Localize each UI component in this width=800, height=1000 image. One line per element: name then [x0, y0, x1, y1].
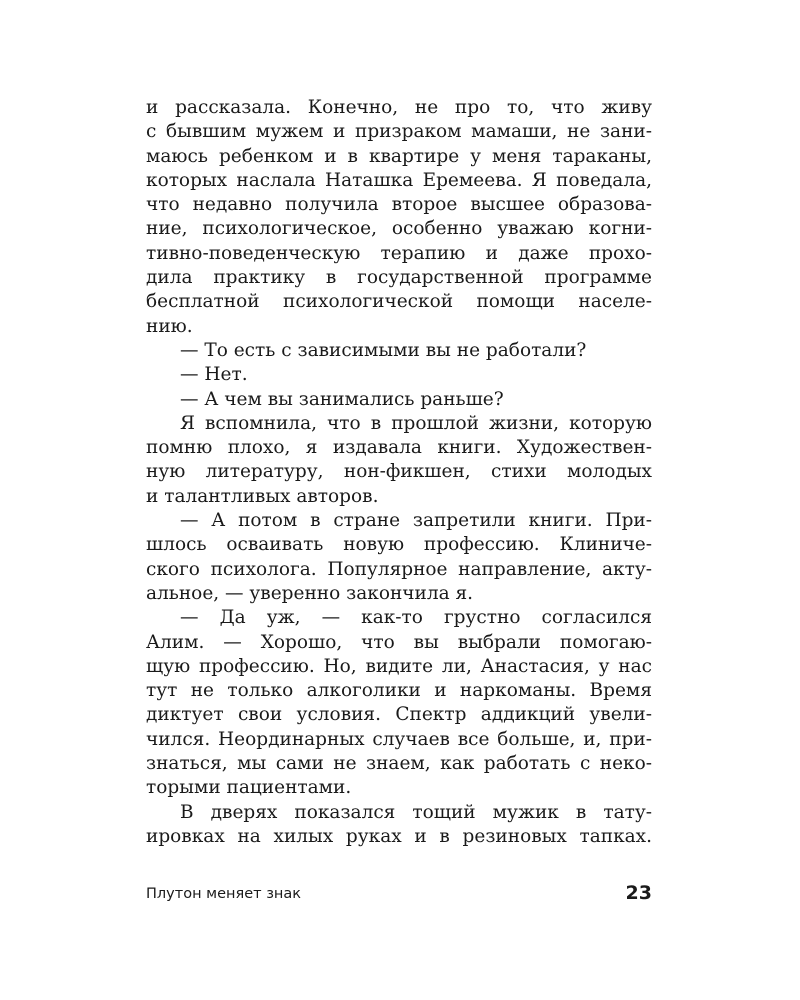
text-line: ировках на хилых руках и в резиновых тапках. — [146, 825, 652, 847]
text-line: тут не только алкоголики и наркоманы. Время — [146, 680, 652, 702]
page-footer — [146, 882, 652, 908]
text-line: чился. Неординарных случаев все больше, и, при- — [146, 728, 652, 750]
text-line: нию. — [146, 315, 193, 337]
text-line: бесплатной психологической помощи населе- — [146, 291, 652, 313]
text-line: ского психолога. Популярное направление, акту- — [146, 558, 652, 580]
dialogue-line: — Нет. — [180, 364, 248, 386]
text-line: с бывшим мужем и призраком мамаши, не зани- — [146, 121, 652, 143]
paragraph-first-line: В дверях показался тощий мужик в тату- — [180, 801, 652, 823]
dialogue-line: — А чем вы занимались раньше? — [180, 388, 504, 410]
text-line: диктует свои условия. Спектр аддикций увели- — [146, 704, 652, 726]
text-line: что недавно получила второе высшее образова- — [146, 194, 652, 216]
body-text — [146, 96, 652, 849]
dialogue-line: — А потом в стране запретили книги. При- — [180, 510, 652, 532]
dialogue-line: — То есть с зависимыми вы не работали? — [180, 339, 587, 361]
dialogue-line: — Да уж, — как-то грустно согласился — [180, 607, 652, 629]
text-line: которых наслала Наташка Еремеева. Я поведала, — [146, 169, 652, 191]
text-line: ную литературу, нон-фикшен, стихи молодых — [146, 461, 652, 483]
paragraph-first-line: Я вспомнила, что в прошлой жизни, которую — [180, 412, 652, 434]
page-number: 23 — [625, 882, 652, 904]
text-line: торыми пациентами. — [146, 777, 352, 799]
text-line: помню плохо, я издавала книги. Художествен- — [146, 437, 652, 459]
text-line: щую профессию. Но, видите ли, Анастасия, у нас — [146, 655, 652, 677]
text-line: ние, психологическое, особенно уважаю когни- — [146, 218, 652, 240]
text-line: дила практику в государственной программе — [146, 267, 652, 289]
text-line: тивно-поведенческую терапию и даже прохо- — [146, 242, 652, 264]
text-line: и рассказала. Конечно, не про то, что живу — [146, 97, 652, 118]
text-line: и талантливых авторов. — [146, 485, 379, 507]
text-line: Алим. — Хорошо, что вы выбрали помогаю- — [146, 631, 652, 653]
text-line: маюсь ребенком и в квартире у меня тараканы, — [146, 145, 652, 167]
text-line: альное, — уверенно закончила я. — [146, 582, 474, 604]
text-line: знаться, мы сами не знаем, как работать с неко- — [146, 753, 652, 775]
running-title: Плутон меняет знак — [146, 886, 302, 902]
text-line: шлось осваивать новую профессию. Клиниче- — [146, 534, 652, 556]
